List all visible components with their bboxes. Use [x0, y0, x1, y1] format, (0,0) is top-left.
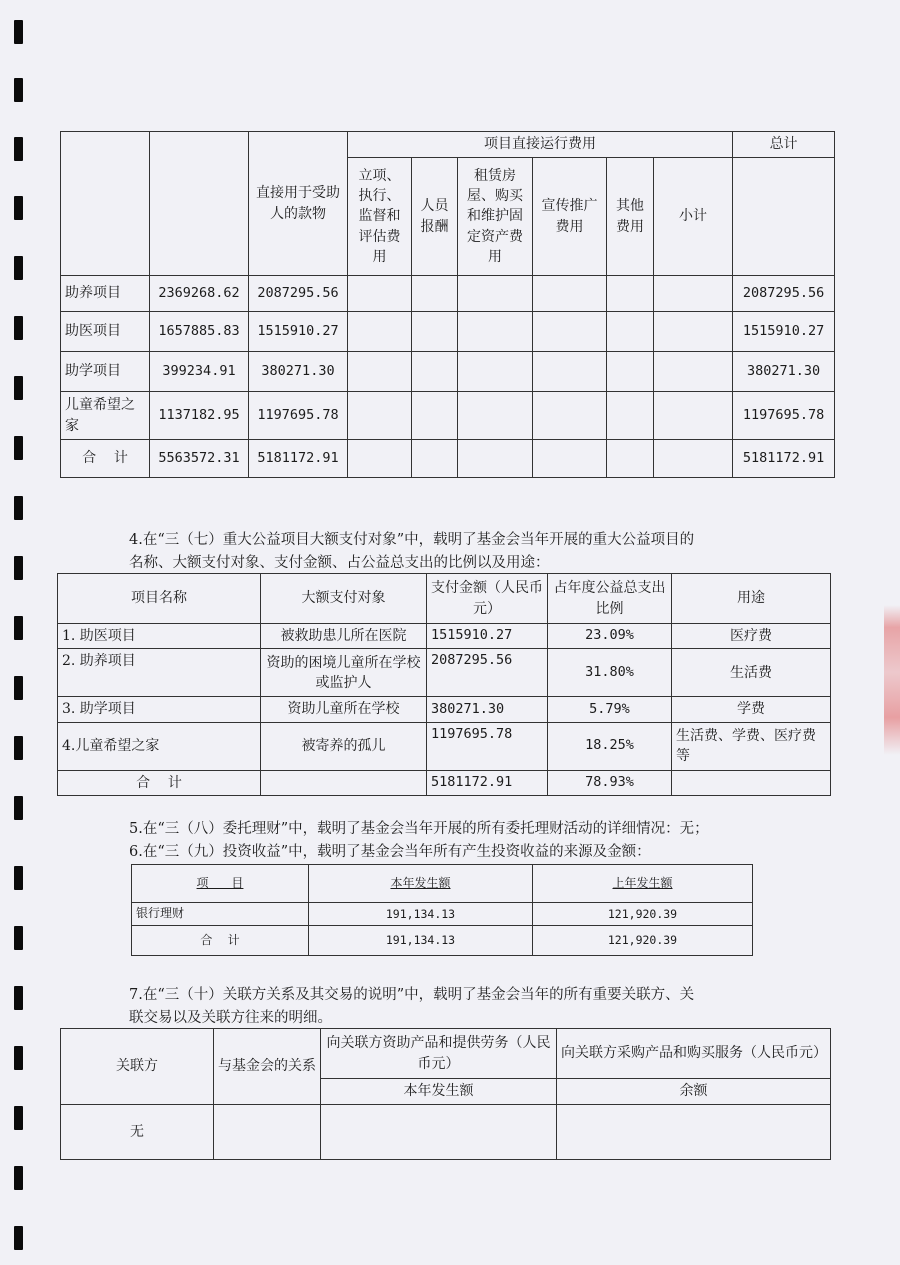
- table-cell: [533, 352, 607, 392]
- table-cell: 资助的困境儿童所在学校或监护人: [261, 649, 427, 697]
- table-cell: [458, 440, 533, 478]
- header-balance: 余额: [557, 1079, 831, 1105]
- table-row: [58, 624, 831, 649]
- table-cell: 学费: [672, 697, 831, 722]
- investment-income-table: [131, 864, 753, 956]
- header-payment-amount: 支付金额（人民币元）: [427, 574, 548, 624]
- table-row: [58, 697, 831, 722]
- table-cell: 18.25%: [548, 722, 672, 770]
- table-cell: 儿童希望之家: [61, 392, 150, 440]
- header-total-blank: [733, 158, 835, 276]
- header-provide-services: 向关联方资助产品和提供劳务（人民币元）: [321, 1029, 557, 1079]
- table-cell: 1657885.83: [150, 312, 249, 352]
- header-project-name: 项目名称: [58, 574, 261, 624]
- header-relationship: 与基金会的关系: [214, 1029, 321, 1105]
- table-cell: 生活费: [672, 649, 831, 697]
- table-cell: [309, 865, 533, 903]
- header-staff-pay: 人员报酬: [412, 158, 458, 276]
- table-cell: 银行理财: [132, 903, 309, 926]
- section-6: 6.在“三（九）投资收益”中，载明了基金会当年所有产生投资收益的来源及金额：: [129, 844, 651, 860]
- table-cell: 5563572.31: [150, 440, 249, 478]
- header-setup-costs: 立项、执行、监督和评估费用: [348, 158, 412, 276]
- table-cell: [412, 392, 458, 440]
- table-cell: 191,134.13: [309, 903, 533, 926]
- header-promotion: 宣传推广费用: [533, 158, 607, 276]
- table-row: [132, 903, 753, 926]
- table-cell: [412, 352, 458, 392]
- table-cell: [348, 392, 412, 440]
- major-project-payments-table: [57, 573, 831, 796]
- table-cell: 2087295.56: [733, 276, 835, 312]
- table-cell: [533, 276, 607, 312]
- table-cell: 121,920.39: [533, 926, 753, 956]
- table-cell: 被寄养的孤儿: [261, 722, 427, 770]
- related-party-none: 无: [61, 1105, 214, 1160]
- table-cell: 1515910.27: [733, 312, 835, 352]
- table-cell: 121,920.39: [533, 903, 753, 926]
- table-cell: 31.80%: [548, 649, 672, 697]
- header-item: 项 目: [196, 875, 244, 890]
- table-cell: [348, 276, 412, 312]
- table-cell: [458, 312, 533, 352]
- table-cell: [607, 440, 654, 478]
- header-usage: 用途: [672, 574, 831, 624]
- table-cell: [458, 352, 533, 392]
- table-row: [61, 392, 835, 440]
- table-cell: 合 计: [61, 440, 150, 478]
- table-cell: 助学项目: [61, 352, 150, 392]
- table-row: [58, 722, 831, 770]
- table-row: [61, 352, 835, 392]
- table-part: [61, 132, 835, 158]
- table-cell: 5181172.91: [733, 440, 835, 478]
- table-cell: 2. 助养项目: [58, 649, 261, 697]
- table-cell: [458, 392, 533, 440]
- table-row: [58, 649, 831, 697]
- table-cell: 资助儿童所在学校: [261, 697, 427, 722]
- header-blank-name: [61, 132, 150, 276]
- table-cell: [672, 770, 831, 795]
- table-cell: 1515910.27: [427, 624, 548, 649]
- header-purchase-services: 向关联方采购产品和购买服务（人民币元）: [557, 1029, 831, 1079]
- table-cell: [607, 276, 654, 312]
- table-cell: 助养项目: [61, 276, 150, 312]
- table-total-row: [61, 440, 835, 478]
- table-cell: 2369268.62: [150, 276, 249, 312]
- table-cell: 生活费、学费、医疗费等: [672, 722, 831, 770]
- table-cell: 5181172.91: [427, 770, 548, 795]
- header-rent-assets: 租赁房屋、购买和维护固定资产费用: [458, 158, 533, 276]
- header-blank-amount: [150, 132, 249, 276]
- table-cell: [533, 865, 753, 903]
- table-cell: 4.儿童希望之家: [58, 722, 261, 770]
- table-cell: 78.93%: [548, 770, 672, 795]
- table-part: [58, 574, 831, 624]
- table-cell: 5181172.91: [249, 440, 348, 478]
- table-cell: [412, 312, 458, 352]
- table-cell: 2087295.56: [427, 649, 548, 697]
- table-cell: 1. 助医项目: [58, 624, 261, 649]
- table-cell: [321, 1105, 557, 1160]
- table-cell: [533, 440, 607, 478]
- table-cell: 1197695.78: [427, 722, 548, 770]
- table-part: [61, 1029, 831, 1079]
- table-cell: 23.09%: [548, 624, 672, 649]
- table-cell: [607, 312, 654, 352]
- table-cell: [132, 865, 309, 903]
- section-4-line-2: 名称、大额支付对象、支付金额、占公益总支出的比例以及用途：: [129, 555, 550, 571]
- table-cell: [261, 770, 427, 795]
- table-cell: [412, 276, 458, 312]
- table-cell: 2087295.56: [249, 276, 348, 312]
- table-cell: 5.79%: [548, 697, 672, 722]
- table-cell: 191,134.13: [309, 926, 533, 956]
- table-cell: [348, 440, 412, 478]
- table-row: [61, 312, 835, 352]
- header-payee: 大额支付对象: [261, 574, 427, 624]
- related-party-table: [60, 1028, 831, 1160]
- table-cell: [348, 312, 412, 352]
- table-cell: [654, 312, 733, 352]
- table-cell: [348, 352, 412, 392]
- table-total-row: [58, 770, 831, 795]
- table-cell: [533, 312, 607, 352]
- red-stamp-edge: [884, 605, 900, 755]
- table-cell: 399234.91: [150, 352, 249, 392]
- expense-breakdown-table: [60, 131, 835, 478]
- section-7-line-2: 联交易以及关联方往来的明细。: [129, 1010, 332, 1026]
- table-cell: 1515910.27: [249, 312, 348, 352]
- table-cell: 合 计: [132, 926, 309, 956]
- header-direct: 直接用于受助人的款物: [249, 132, 348, 276]
- table-cell: [607, 392, 654, 440]
- table-row: [61, 1105, 831, 1160]
- section-7-line-1: 7.在“三（十）关联方关系及其交易的说明”中，载明了基金会当年的所有重要关联方、关: [129, 987, 695, 1003]
- table-cell: 380271.30: [249, 352, 348, 392]
- header-previous-year: 上年发生额: [612, 875, 673, 890]
- header-total: 总计: [733, 132, 835, 158]
- table-cell: [654, 352, 733, 392]
- table-cell: 1197695.78: [733, 392, 835, 440]
- table-cell: [214, 1105, 321, 1160]
- header-related-party: 关联方: [61, 1029, 214, 1105]
- table-cell: [557, 1105, 831, 1160]
- section-5: 5.在“三（八）委托理财”中，载明了基金会当年开展的所有委托理财活动的详细情况：无；: [129, 821, 709, 837]
- table-cell: 合 计: [58, 770, 261, 795]
- header-current-amount: 本年发生额: [321, 1079, 557, 1105]
- table-cell: [458, 276, 533, 312]
- table-total-row: [132, 926, 753, 956]
- header-current-year: 本年发生额: [390, 875, 451, 890]
- header-ratio: 占年度公益总支出比例: [548, 574, 672, 624]
- table-cell: 380271.30: [733, 352, 835, 392]
- table-cell: [654, 392, 733, 440]
- table-cell: 380271.30: [427, 697, 548, 722]
- table-cell: 医疗费: [672, 624, 831, 649]
- section-4-line-1: 4.在“三（七）重大公益项目大额支付对象”中，载明了基金会当年开展的重大公益项目的: [129, 532, 695, 548]
- table-part: [132, 865, 753, 903]
- table-cell: 1197695.78: [249, 392, 348, 440]
- header-direct-running-costs: 项目直接运行费用: [348, 132, 733, 158]
- table-cell: 3. 助学项目: [58, 697, 261, 722]
- table-cell: 1137182.95: [150, 392, 249, 440]
- table-cell: [412, 440, 458, 478]
- table-cell: [654, 276, 733, 312]
- table-cell: [654, 440, 733, 478]
- header-subtotal: 小计: [654, 158, 733, 276]
- header-other: 其他费用: [607, 158, 654, 276]
- table-row: [61, 276, 835, 312]
- table-cell: 被救助患儿所在医院: [261, 624, 427, 649]
- table-cell: [607, 352, 654, 392]
- table-cell: [533, 392, 607, 440]
- table-cell: 助医项目: [61, 312, 150, 352]
